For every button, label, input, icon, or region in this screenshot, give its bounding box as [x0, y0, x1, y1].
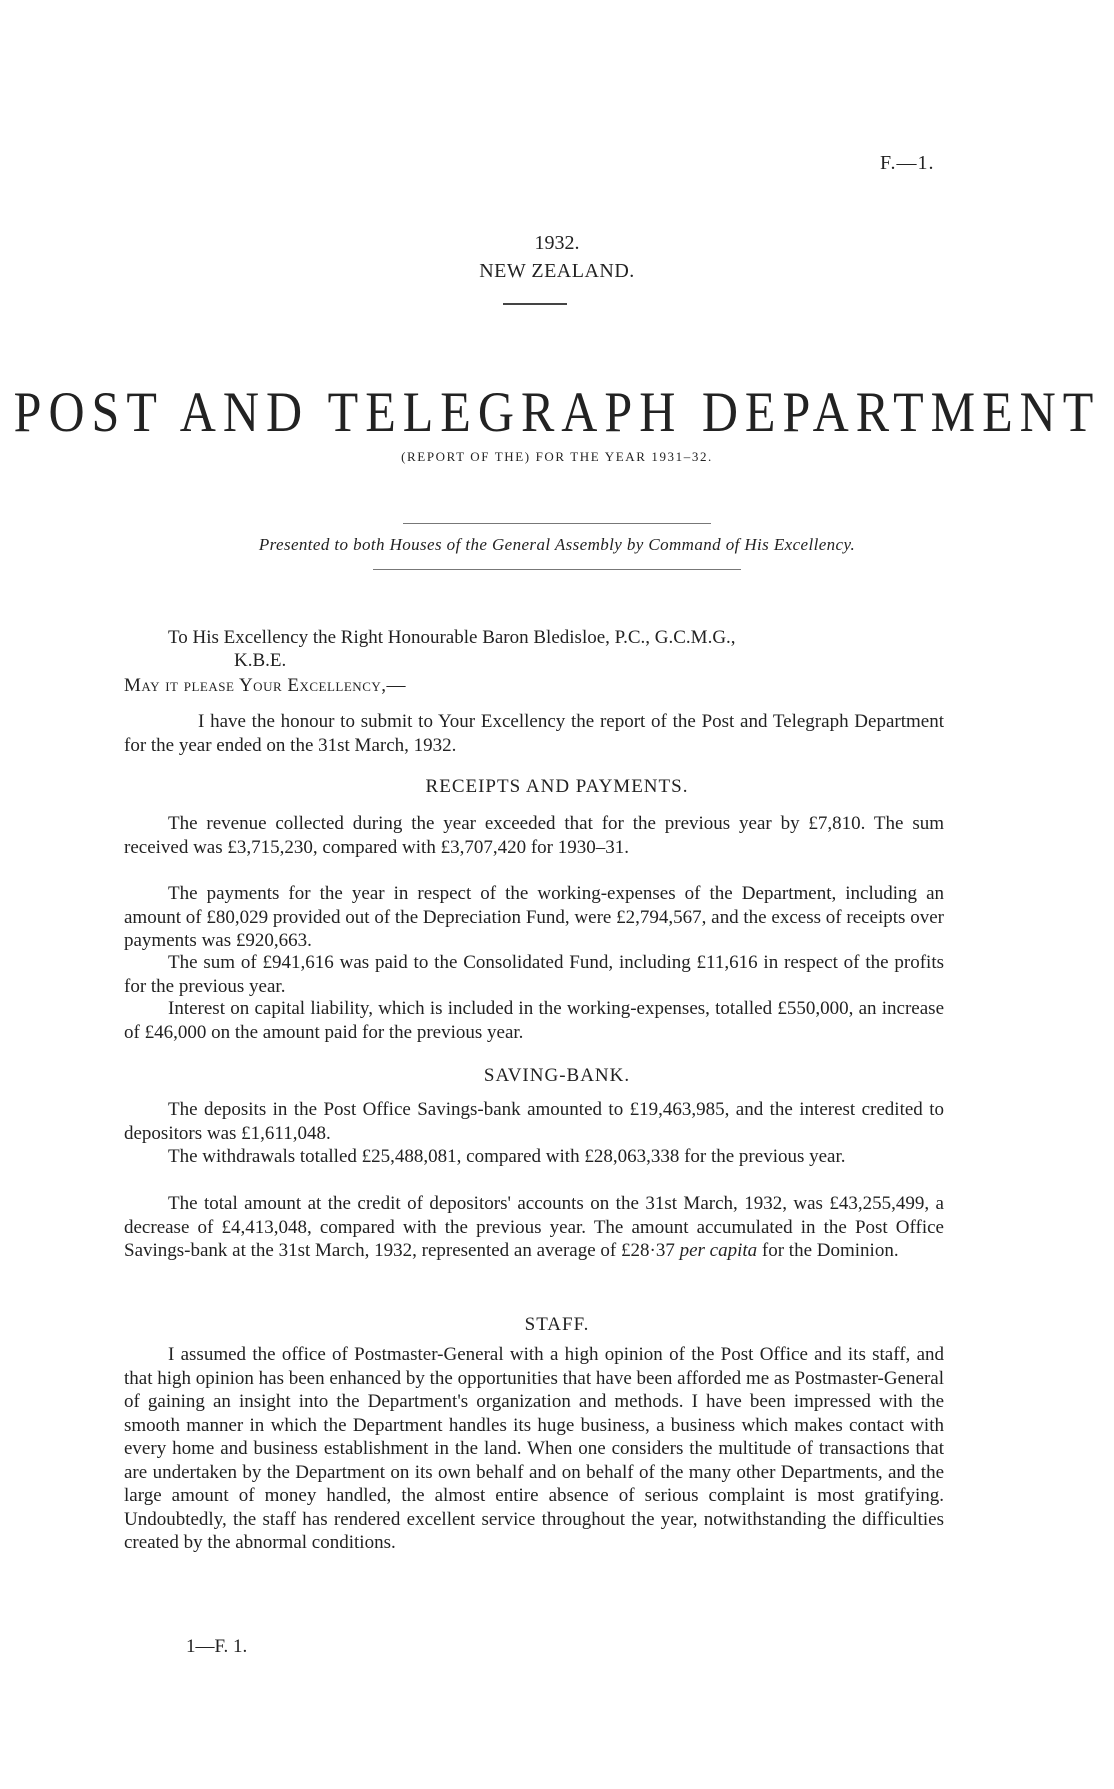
presentation-note: Presented to both Houses of the General Assembly by Command of His Excellency. — [258, 535, 856, 554]
paragraph-text: for the Dominion. — [757, 1240, 899, 1261]
paragraph-emphasis: per capita — [679, 1240, 758, 1261]
salutation: May it please Your Excellency,— — [124, 675, 407, 696]
document-subtitle: (REPORT OF THE) FOR THE YEAR 1931–32. — [401, 449, 713, 464]
intro-paragraph: I have the honour to submit to Your Excellency the report of the Post and Telegraph Department for the year ended on the 31st March, 1932. — [124, 711, 944, 756]
paragraph: The revenue collected during the year exceeded that for the previous year by £7,810. The sum received was £3,715,230, compared with £3,707,420 for 1930–31. — [124, 813, 944, 858]
country-name: NEW ZEALAND. — [479, 260, 635, 282]
paragraph — [124, 1192, 944, 1263]
address-line-1: To His Excellency the Right Honourable Baron Bledisloe, P.C., G.C.M.G., — [168, 627, 736, 648]
address-line-2: K.B.E. — [234, 650, 287, 671]
page-reference: F.—1. — [880, 152, 935, 174]
paragraph: Interest on capital liability, which is included in the working-expenses, totalled £550,000, an increase of £46,000 on the amount paid for the previous year. — [124, 998, 944, 1043]
section-heading-savings: SAVING-BANK. — [483, 1065, 631, 1086]
paragraph: The withdrawals totalled £25,488,081, compared with £28,063,338 for the previous year. — [168, 1146, 846, 1167]
section-heading-receipts: RECEIPTS AND PAYMENTS. — [425, 776, 689, 797]
divider-rule — [503, 303, 567, 305]
document-title: POST AND TELEGRAPH DEPARTMENT — [13, 379, 1101, 444]
section-heading-staff: STAFF. — [524, 1314, 590, 1335]
paragraph: The deposits in the Post Office Savings-bank amounted to £19,463,985, and the interest credited to depositors was £1,611,048. — [124, 1099, 944, 1144]
report-year: 1932. — [534, 232, 580, 254]
divider-rule — [403, 523, 711, 524]
divider-rule — [373, 569, 741, 570]
footer-reference: 1—F. 1. — [186, 1636, 248, 1657]
paragraph: The payments for the year in respect of the working-expenses of the Department, including an amount of £80,029 provided out of the Depreciation Fund, were £2,794,567, and the excess of receipts over payments was £920,663. — [124, 883, 944, 951]
paragraph: The sum of £941,616 was paid to the Consolidated Fund, including £11,616 in respect of the profits for the previous year. — [124, 952, 944, 997]
paragraph-text: The total amount at the credit of depositors' accounts on the 31st March, 1932, was £43,255,499, a decrease of £4,413,048, compared with the previous year. The amount accumulated in the Post Office Savings-bank at the 31st March, 1932, represented an average of £28·37 — [124, 1193, 944, 1261]
paragraph: I assumed the office of Postmaster-General with a high opinion of the Post Office and its staff, and that high opinion has been enhanced by the opportunities that have been afforded me as Postmaster-General of gaining an insight into the Department's organization and methods. I have been impressed with the smooth manner in which the Department handles its huge business, a business which makes contact with every home and business establishment in the land. When one considers the multitude of transactions that are undertaken by the Department on its own behalf and on behalf of the many other Departments, and the large amount of money handled, the almost entire absence of serious complaint is most gratifying. Undoubtedly, the staff has rendered excellent service throughout the year, notwithstanding the difficulties created by the abnormal conditions. — [124, 1344, 944, 1553]
